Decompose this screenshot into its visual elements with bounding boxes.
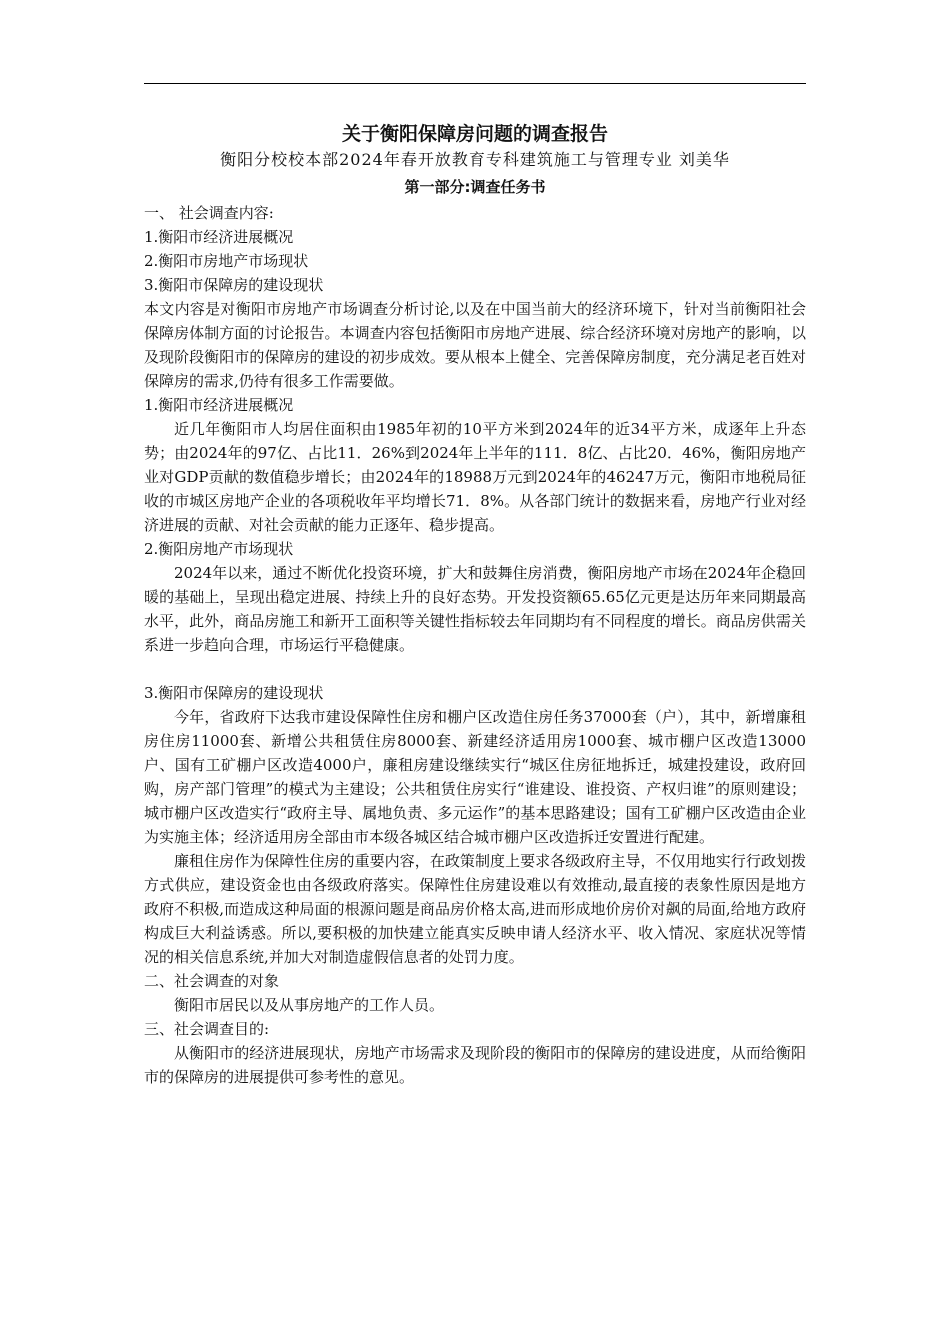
section-3-heading: 三、社会调查目的:	[144, 1020, 270, 1038]
intro-paragraph: 本文内容是对衡阳市房地产市场调查分析讨论,以及在中国当前大的经济环境下，针对当前衡阳社会保障房体制方面的讨论报告。本调查内容包括衡阳市房地产进展、综合经济环境对房地产的影响，以及现阶段衡阳市的保障房的建设的初步成效。要从根本上健全、完善保障房制度，充分满足老百姓对保障房的需求,仍待有很多工作需要做。	[144, 300, 806, 390]
section-2-heading: 二、社会调查的对象	[144, 972, 280, 990]
header-rule	[144, 83, 806, 84]
document-title: 关于衡阳保障房问题的调查报告	[341, 123, 608, 145]
document-body	[144, 121, 806, 1089]
section-2-text: 衡阳市居民以及从事房地产的工作人员。	[174, 996, 445, 1014]
document-subtitle: 衡阳分校校本部2024年春开放教育专科建筑施工与管理专业 刘美华	[220, 150, 730, 169]
economy-paragraph: 近几年衡阳市人均居住面积由1985年初的10平方米到2024年的近34平方米，成逐年上升态势；由2024年的97亿、占比11．26%到2024年上半年的111．8亿、占比20．46%，衡阳房地产业对GDP贡献的数值稳步增长；由2024年的18988万元到2024年的46247万元，衡阳市地税局征收的市城区房地产企业的各项税收年平均增长71．8%。从各部门统计的数据来看，房地产行业对经济进展的贡献、对社会贡献的能力正逐年、稳步提高。	[144, 420, 806, 534]
section-1-heading: 一、 社会调查内容:	[144, 204, 274, 222]
housing-paragraph: 今年，省政府下达我市建设保障性住房和棚户区改造住房任务37000套（户），其中，新增廉租房住房11000套、新增公共租赁住房8000套、新建经济适用房1000套、城市棚户区改造13000户、国有工矿棚户区改造4000户，廉租房建设继续实行“城区住房征地拆迁，城建投建设，政府回购，房产部门管理”的模式为主建设；公共租赁住房实行“谁建设、谁投资、产权归谁”的原则建设；城市棚户区改造实行“政府主导、属地负责、多元运作”的基本思路建设；国有工矿棚户区改造由企业为实施主体；经济适用房全部由市本级各城区结合城市棚户区改造拆迁安置进行配建。	[144, 708, 806, 846]
subsection-3-heading: 3.衡阳市保障房的建设现状	[144, 684, 324, 702]
spacer	[144, 657, 806, 681]
section-3-text: 从衡阳市的经济进展现状，房地产市场需求及现阶段的衡阳市的保障房的建设进度，从而给衡阳市的保障房的进展提供可参考性的意见。	[144, 1044, 806, 1086]
subsection-2-heading: 2.衡阳房地产市场现状	[144, 540, 294, 558]
section-1-item: 2.衡阳市房地产市场现状	[144, 252, 309, 270]
section-1-item: 3.衡阳市保障房的建设现状	[144, 276, 324, 294]
section-1-item: 1.衡阳市经济进展概况	[144, 228, 294, 246]
market-paragraph: 2024年以来，通过不断优化投资环境，扩大和鼓舞住房消费，衡阳房地产市场在2024年企稳回暖的基础上，呈现出稳定进展、持续上升的良好态势。开发投资额65.65亿元更是达历年来同期最高水平，此外，商品房施工和新开工面积等关键性指标较去年同期均有不同程度的增长。商品房供需关系进一步趋向合理，市场运行平稳健康。	[144, 564, 806, 654]
lowrent-paragraph: 廉租住房作为保障性住房的重要内容，在政策制度上要求各级政府主导，不仅用地实行行政划拨方式供应，建设资金也由各级政府落实。保障性住房建设难以有效推动,最直接的表象性原因是地方政府不积极,而造成这种局面的根源问题是商品房价格太高,进而形成地价房价对飙的局面,给地方政府构成巨大利益诱惑。所以,要积极的加快建立能真实反映申请人经济水平、收入情况、家庭状况等情况的相关信息系统,并加大对制造虚假信息者的处罚力度。	[144, 852, 806, 966]
subsection-1-heading: 1.衡阳市经济进展概况	[144, 396, 294, 414]
part-heading: 第一部分:调查任务书	[404, 178, 546, 196]
